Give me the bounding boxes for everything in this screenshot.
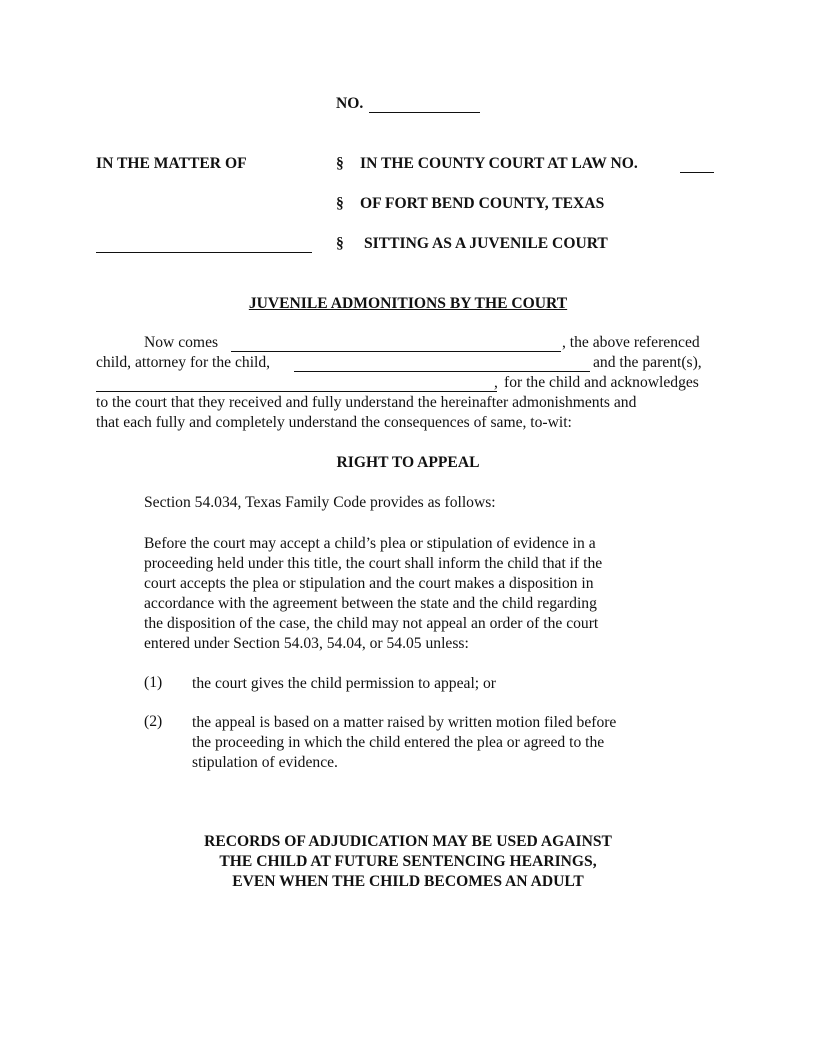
appeal-body-line: court accepts the plea or stipulation and the court makes a disposition in xyxy=(144,575,594,592)
warning-line: RECORDS OF ADJUDICATION MAY BE USED AGAINST xyxy=(204,833,612,850)
case-number-label: NO. xyxy=(336,95,364,112)
child-name-blank[interactable] xyxy=(231,351,561,352)
section-reference: Section 54.034, Texas Family Code provides as follows: xyxy=(144,494,496,511)
adjudication-warning xyxy=(0,832,816,892)
attorney-name-blank[interactable] xyxy=(294,371,590,372)
intro-line5: that each fully and completely understand the consequences of same, to-wit: xyxy=(96,414,572,431)
respondent-name-blank[interactable] xyxy=(96,252,312,253)
item-1-text xyxy=(192,674,496,694)
warning-line: THE CHILD AT FUTURE SENTENCING HEARINGS, xyxy=(219,853,597,870)
case-number-blank[interactable] xyxy=(369,112,480,113)
intro-line1-end: , the above referenced xyxy=(562,334,700,351)
section-symbol-3: § xyxy=(336,235,344,252)
item-2-line: the appeal is based on a matter raised by written motion filed before xyxy=(192,714,617,731)
item-2-line: the proceeding in which the child entered the plea or agreed to the xyxy=(192,734,605,751)
appeal-body-line: entered under Section 54.03, 54.04, or 54.05 unless: xyxy=(144,635,469,652)
court-line-3: SITTING AS A JUVENILE COURT xyxy=(364,235,608,252)
court-line-1: IN THE COUNTY COURT AT LAW NO. xyxy=(360,155,638,172)
appeal-body-line: accordance with the agreement between the state and the child regarding xyxy=(144,595,597,612)
warning-line: EVEN WHEN THE CHILD BECOMES AN ADULT xyxy=(232,873,584,890)
section-symbol-1: § xyxy=(336,155,344,172)
appeal-body-line: the disposition of the case, the child may not appeal an order of the court xyxy=(144,615,599,632)
intro-line4: to the court that they received and fully understand the hereinafter admonishments and xyxy=(96,394,637,411)
item-2-line: stipulation of evidence. xyxy=(192,754,338,771)
appeal-body xyxy=(144,534,602,654)
section-symbol-2: § xyxy=(336,195,344,212)
intro-line2-start: child, attorney for the child, xyxy=(96,354,271,371)
intro-line1-start: Now comes xyxy=(144,334,219,351)
appeal-body-line: Before the court may accept a child’s plea or stipulation of evidence in a xyxy=(144,535,596,552)
intro-line3-end: for the child and acknowledges xyxy=(504,374,699,391)
appeal-heading: RIGHT TO APPEAL xyxy=(336,454,480,471)
court-number-blank[interactable] xyxy=(680,172,714,173)
intro-line2-end: and the parent(s), xyxy=(593,354,702,371)
intro-line3-comma: , xyxy=(494,374,498,391)
item-2-text xyxy=(192,713,616,773)
document-title: JUVENILE ADMONITIONS BY THE COURT xyxy=(248,295,568,312)
parents-name-blank[interactable] xyxy=(96,391,497,392)
item-2-number: (2) xyxy=(144,713,163,730)
court-line-2: OF FORT BEND COUNTY, TEXAS xyxy=(360,195,605,212)
item-1-number: (1) xyxy=(144,674,163,691)
in-the-matter-of-label: IN THE MATTER OF xyxy=(96,155,247,172)
item-1-line: the court gives the child permission to appeal; or xyxy=(192,675,497,692)
appeal-body-line: proceeding held under this title, the court shall inform the child that if the xyxy=(144,555,603,572)
